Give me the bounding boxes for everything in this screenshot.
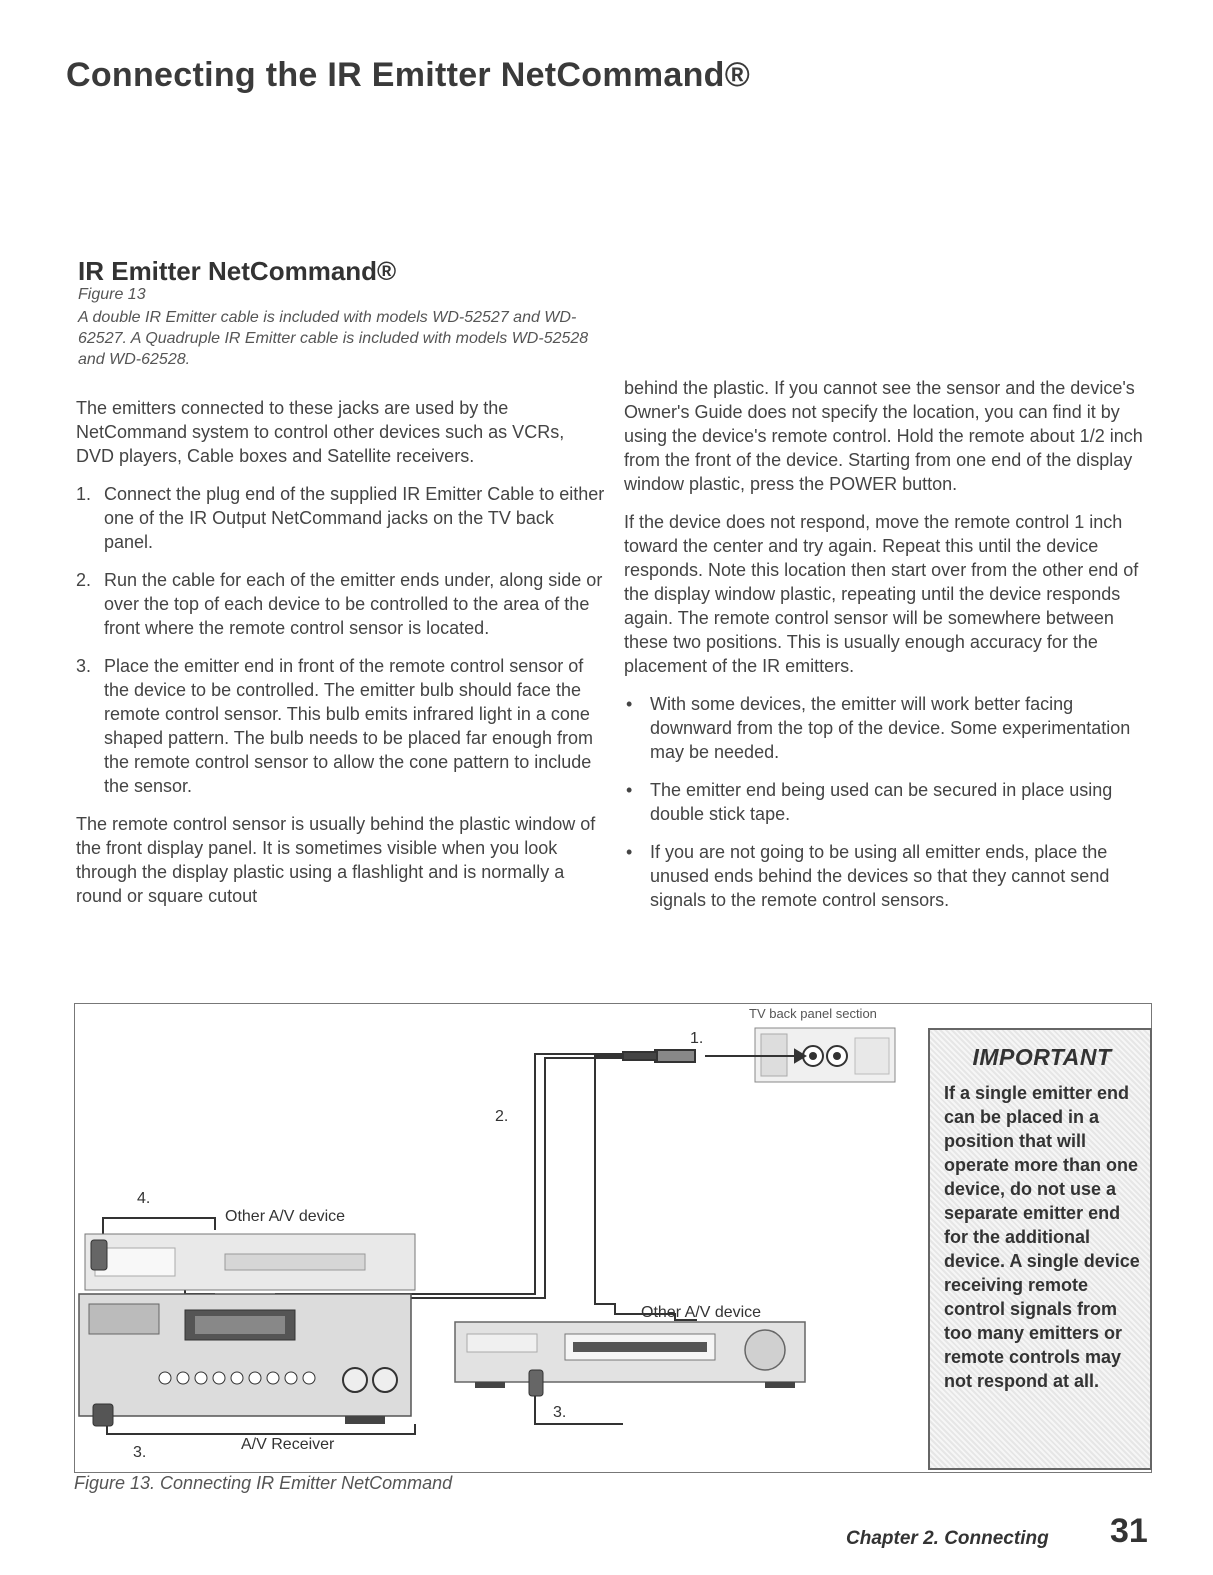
other-av-device-right-label: Other A/V device xyxy=(641,1304,762,1321)
other-av-device-right xyxy=(455,1322,805,1396)
left-paragraph-2: The remote control sensor is usually behind the plastic window of the front display panel. It is sometimes visible when you look through the display plastic using a flashlight and is normally a round or square cutout xyxy=(76,814,596,906)
tip-item xyxy=(624,778,1144,826)
other-av-device-top-label: Other A/V device xyxy=(225,1208,346,1225)
callout-1: 1. xyxy=(690,1030,704,1047)
tip-item xyxy=(624,840,1144,912)
left-column xyxy=(76,396,606,922)
tip-item xyxy=(624,692,1144,764)
tip-text: If you are not going to be using all emitter ends, place the unused ends behind the devices so that they cannot send signals to the remote control sensors. xyxy=(650,842,1110,910)
callout-3-right: 3. xyxy=(553,1404,567,1421)
footer-chapter: Chapter 2. Connecting xyxy=(846,1528,1049,1549)
section-title: IR Emitter NetCommand® xyxy=(78,256,397,286)
page-number: 31 xyxy=(1110,1512,1148,1550)
important-note xyxy=(928,1028,1152,1470)
callout-4: 4. xyxy=(137,1190,151,1207)
bullet-icon: • xyxy=(626,694,633,714)
av-receiver-label: A/V Receiver xyxy=(241,1436,335,1453)
right-paragraph-1: behind the plastic. If you cannot see the sensor and the device's Owner's Guide does not specify the location, you can find it by using the device's remote control. Hold the remote about 1/2 inch from the front of the device. Starting from one end of the display window plastic, press the POWER button. xyxy=(624,378,1143,494)
callout-2: 2. xyxy=(495,1108,509,1125)
bullet-icon: • xyxy=(626,780,633,800)
step-text: Place the emitter end in front of the remote control sensor of the device to be controlled. The emitter bulb should face the remote control sensor. This bulb emits infrared light in a cone shaped pattern. The bulb needs to be placed far enough from the remote control sensor to allow the cone pattern to include the sensor. xyxy=(104,656,594,796)
page-title: Connecting the IR Emitter NetCommand® xyxy=(66,56,751,94)
step-number: 1. xyxy=(76,484,92,504)
right-column xyxy=(624,376,1144,926)
figure-caption: Figure 13. Connecting IR Emitter NetCommand xyxy=(74,1473,453,1493)
jog-dial-icon xyxy=(745,1330,785,1370)
tips-list xyxy=(624,692,1144,912)
step-item xyxy=(76,482,606,554)
important-body: If a single emitter end can be placed in a position that will operate more than one device, do not use a separate emitter end for the additional device. A single device receiving remote control signals from too many emitters or remote controls may not respond at all. xyxy=(944,1083,1140,1391)
bullet-icon: • xyxy=(626,842,633,862)
volume-knob-icon xyxy=(373,1368,397,1392)
other-av-device-top xyxy=(85,1234,415,1290)
step-text: Connect the plug end of the supplied IR Emitter Cable to either one of the IR Output NetCommand jacks on the TV back panel. xyxy=(104,484,605,552)
right-paragraph-2: If the device does not respond, move the remote control 1 inch toward the center and try again. Repeat this until the device responds. Note this location then start over from the other end of the display window plastic, repeating until the device responds again. The remote control sensor will be somewhere between these two positions. This is usually enough accuracy for the placement of the IR emitters. xyxy=(624,512,1139,676)
important-title: IMPORTANT xyxy=(972,1044,1112,1070)
steps-list xyxy=(76,482,606,798)
volume-knob-icon xyxy=(343,1368,367,1392)
tip-text: With some devices, the emitter will work better facing downward from the top of the device. Some experimentation may be needed. xyxy=(650,694,1131,762)
step-text: Run the cable for each of the emitter ends under, along side or over the top of each device to be controlled to the area of the front where the remote control sensor is located. xyxy=(104,570,603,638)
av-receiver xyxy=(79,1294,411,1426)
tv-back-panel-label: TV back panel section xyxy=(749,1006,877,1021)
intro-note: A double IR Emitter cable is included with models WD-52527 and WD-62527. A Quadruple IR Emitter cable is included with models WD-52528 and WD-62528. xyxy=(78,309,589,368)
figure-reference: Figure 13 xyxy=(78,286,146,303)
step-item xyxy=(76,654,606,798)
step-number: 3. xyxy=(76,656,92,676)
tip-text: The emitter end being used can be secured in place using double stick tape. xyxy=(650,780,1113,824)
step-item xyxy=(76,568,606,640)
step-number: 2. xyxy=(76,570,92,590)
callout-3-left: 3. xyxy=(133,1444,147,1461)
left-paragraph-1: The emitters connected to these jacks are used by the NetCommand system to control other devices such as VCRs, DVD players, Cable boxes and Satellite receivers. xyxy=(76,398,565,466)
